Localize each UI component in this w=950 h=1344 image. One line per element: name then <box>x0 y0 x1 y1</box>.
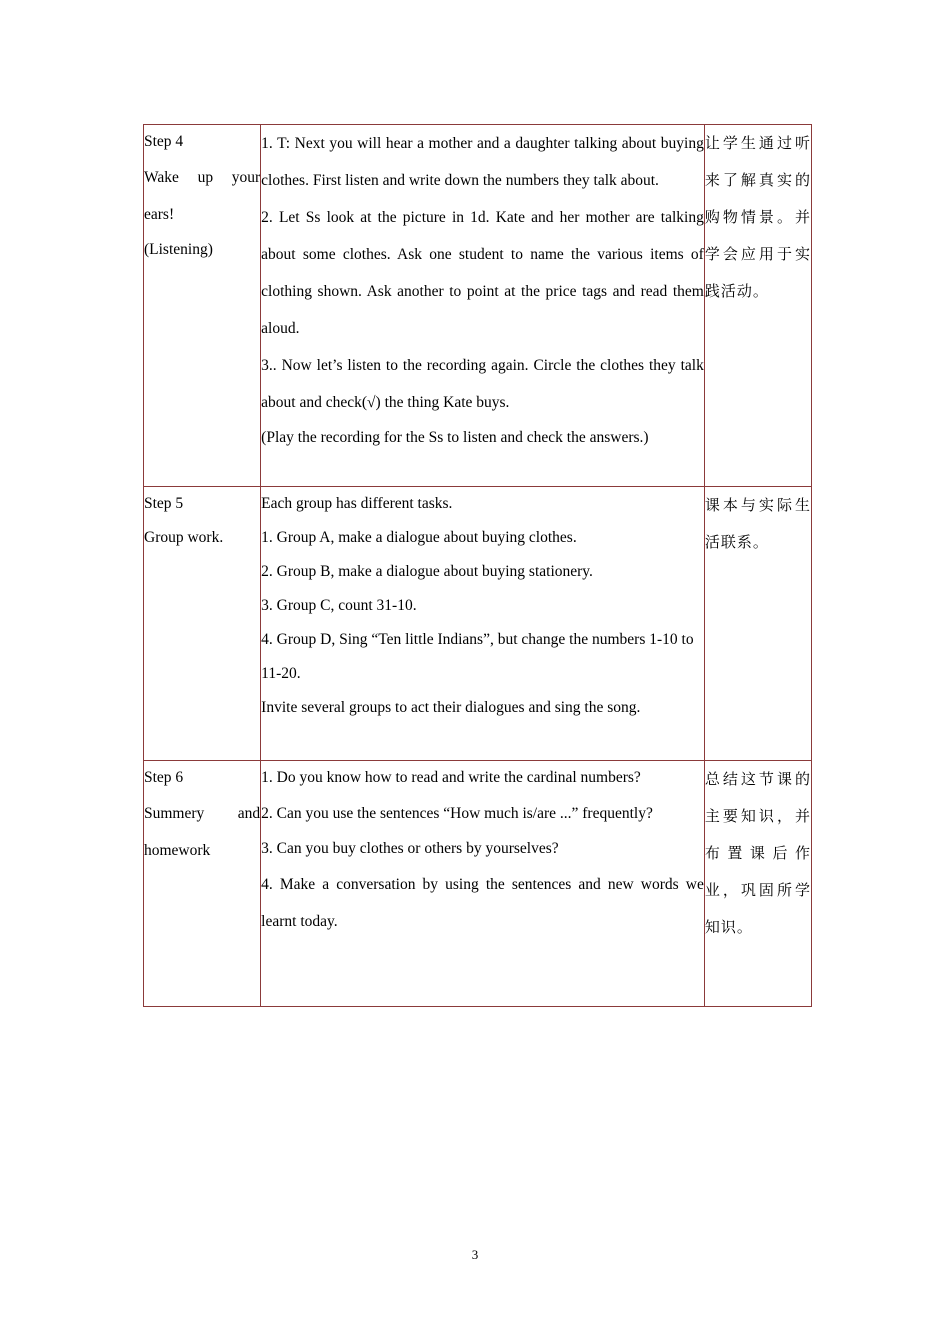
content-cell <box>261 487 705 761</box>
step-cell <box>144 761 261 1007</box>
table-row-step-6 <box>144 761 812 1007</box>
step-cell <box>144 125 261 487</box>
content-paragraph: 3. Can you buy clothes or others by yourselves? <box>261 840 559 857</box>
note-cell <box>704 487 811 761</box>
content-paragraph: 4. Make a conversation by using the sentences and new words we learnt today. <box>261 876 704 930</box>
content-paragraph: 2. Let Ss look at the picture in 1d. Kate and her mother are talking about some clothes. Ask one student to name the various items of clothing shown. Ask another to point at the price tags and read them aloud. <box>261 209 704 337</box>
content-paragraph: 1. Do you know how to read and write the cardinal numbers? <box>261 769 641 786</box>
teaching-note: 让学生通过听来了解真实的购物情景。并学会应用于实践活动。 <box>704 134 811 300</box>
content-paragraph: 3.. Now let’s listen to the recording again. Circle the clothes they talk about and check(√) the thing Kate buys. <box>261 357 704 411</box>
content-paragraph: 1. T: Next you will hear a mother and a daughter talking about buying clothes. First listen and write down the numbers they talk about. <box>261 135 704 189</box>
step-title: Group work. <box>144 529 224 546</box>
content-paragraph: 2. Can you use the sentences “How much is/are ...” frequently? <box>261 805 653 822</box>
content-cell <box>261 125 705 487</box>
step-label: Step 5 <box>144 495 184 512</box>
content-paragraph: 4. Group D, Sing “Ten little Indians”, but change the numbers 1-10 to 11-20. <box>261 631 694 682</box>
teaching-note: 总结这节课的主要知识，并布置课后作业，巩固所学知识。 <box>704 770 811 936</box>
step-subtitle: (Listening) <box>144 241 213 258</box>
note-cell <box>704 761 811 1007</box>
page-number: 3 <box>471 1247 479 1262</box>
content-paragraph: 1. Group A, make a dialogue about buying clothes. <box>261 529 577 546</box>
step-label: Step 6 <box>144 769 184 786</box>
table-row-step-4 <box>144 125 812 487</box>
content-paragraph: 3. Group C, count 31-10. <box>261 597 417 614</box>
step-title: Summery and homework <box>144 805 261 859</box>
content-paragraph: (Play the recording for the Ss to listen and check the answers.) <box>261 429 649 446</box>
step-cell <box>144 487 261 761</box>
content-paragraph: 2. Group B, make a dialogue about buying stationery. <box>261 563 593 580</box>
content-paragraph: Invite several groups to act their dialogues and sing the song. <box>261 699 641 716</box>
content-cell <box>261 761 705 1007</box>
note-cell <box>704 125 811 487</box>
teaching-note: 课本与实际生活联系。 <box>704 496 811 551</box>
lesson-plan-table <box>143 124 812 1007</box>
step-title: Wake up your ears! <box>144 169 261 223</box>
step-label: Step 4 <box>144 133 184 150</box>
content-paragraph: Each group has different tasks. <box>261 495 453 512</box>
table-row-step-5 <box>144 487 812 761</box>
